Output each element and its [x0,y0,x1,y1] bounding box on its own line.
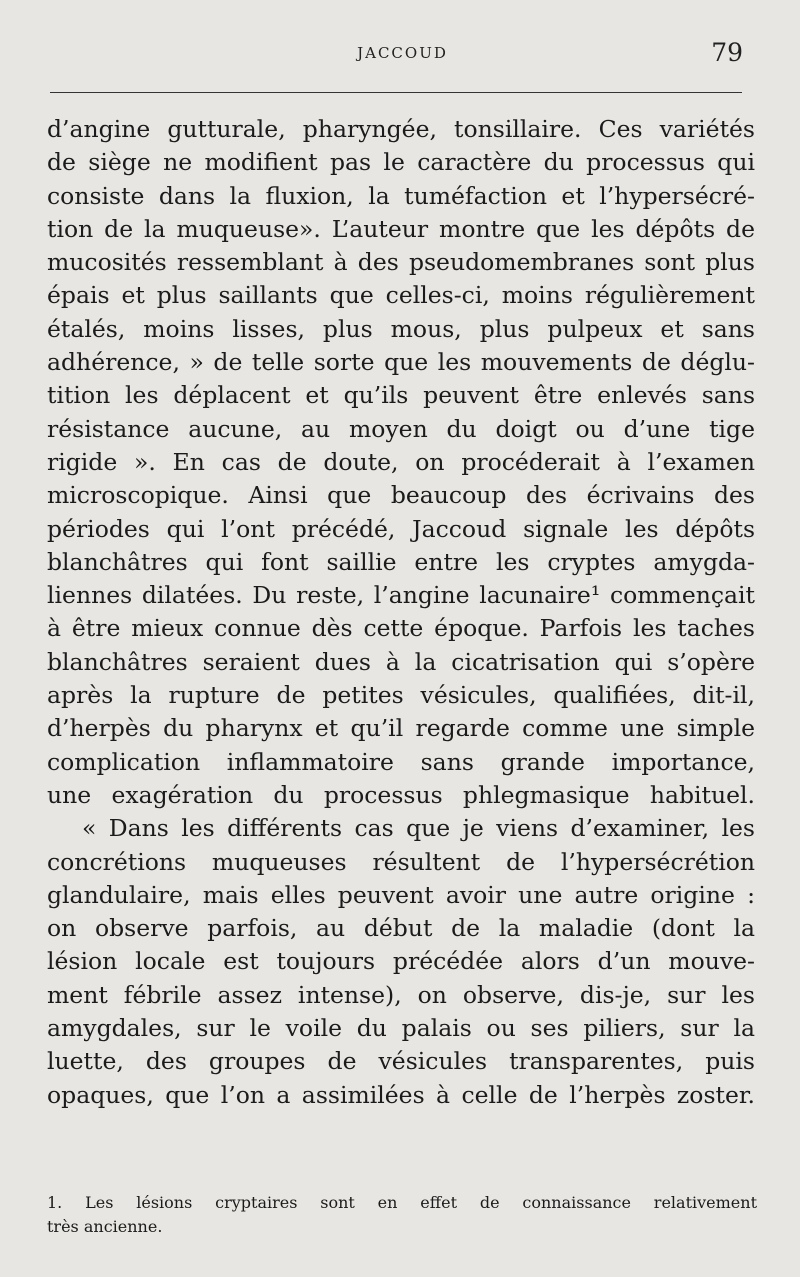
text-line: épais et plus saillants que celles-ci, moins régulièrement [47,281,755,310]
footnote-line: très ancienne. [47,1217,163,1236]
text-line: opaques, que l’on a assimilées à celle de l’herpès zoster. [47,1080,755,1109]
text-line: périodes qui l’ont précédé, Jaccoud signale les dépôts [47,514,755,543]
text-line: liennes dilatées. Du reste, l’angine lacunaire¹ commençait [47,581,755,610]
text-line: lésion locale est toujours précédée alors d’un mouve- [47,947,755,976]
text-line: adhérence, » de telle sorte que les mouvements de déglu- [47,348,755,377]
text-line: de siège ne modifient pas le caractère du processus qui [47,148,755,177]
text-line: après la rupture de petites vésicules, qualifiées, dit-il, [47,681,755,710]
text-line: tion de la muqueuse». L’auteur montre que les dépôts de [47,214,755,243]
text-line: rigide ». En cas de doute, on procéderait à l’examen [47,447,755,476]
text-line: étalés, moins lisses, plus mous, plus pulpeux et sans [47,314,755,343]
header-rule [50,92,742,93]
text-line: glandulaire, mais elles peuvent avoir une autre origine : [47,880,755,909]
running-head [50,38,755,74]
text-line: amygdales, sur le voile du palais ou ses piliers, sur la [47,1014,755,1043]
body-text [47,113,755,1112]
text-line: résistance aucune, au moyen du doigt ou d’une tige [47,414,755,443]
text-line: à être mieux connue dès cette époque. Parfois les taches [47,614,755,643]
text-line: ment fébrile assez intense), on observe, dis-je, sur les [47,980,755,1009]
text-line: d’herpès du pharynx et qu’il regarde comme une simple [47,714,755,743]
text-line: luette, des groupes de vésicules transparentes, puis [47,1047,755,1076]
footnotes [47,1191,757,1239]
text-line: on observe parfois, au début de la maladie (dont la [47,914,755,943]
running-title: JACCOUD [357,44,448,62]
text-line: complication inflammatoire sans grande importance, [47,747,755,776]
text-line: consiste dans la fluxion, la tuméfaction et l’hypersécré- [47,181,755,210]
text-line: blanchâtres seraient dues à la cicatrisation qui s’opère [47,647,755,676]
text-line: blanchâtres qui font saillie entre les cryptes amygda- [47,547,755,576]
text-line: une exagération du processus phlegmasique habituel. [47,780,755,809]
text-line: concrétions muqueuses résultent de l’hypersécrétion [47,847,755,876]
text-line: microscopique. Ainsi que beaucoup des écrivains des [47,481,755,510]
text-line: mucosités ressemblant à des pseudomembranes sont plus [47,248,755,277]
text-line: d’angine gutturale, pharyngée, tonsillaire. Ces variétés [47,115,755,143]
footnote-line: 1. Les lésions cryptaires sont en effet de connaissance relativement [47,1193,757,1212]
text-line: tition les déplacent et qu’ils peuvent être enlevés sans [47,381,755,410]
text-line: « Dans les différents cas que je viens d’examiner, les [82,814,755,843]
page-number: 79 [711,38,743,67]
